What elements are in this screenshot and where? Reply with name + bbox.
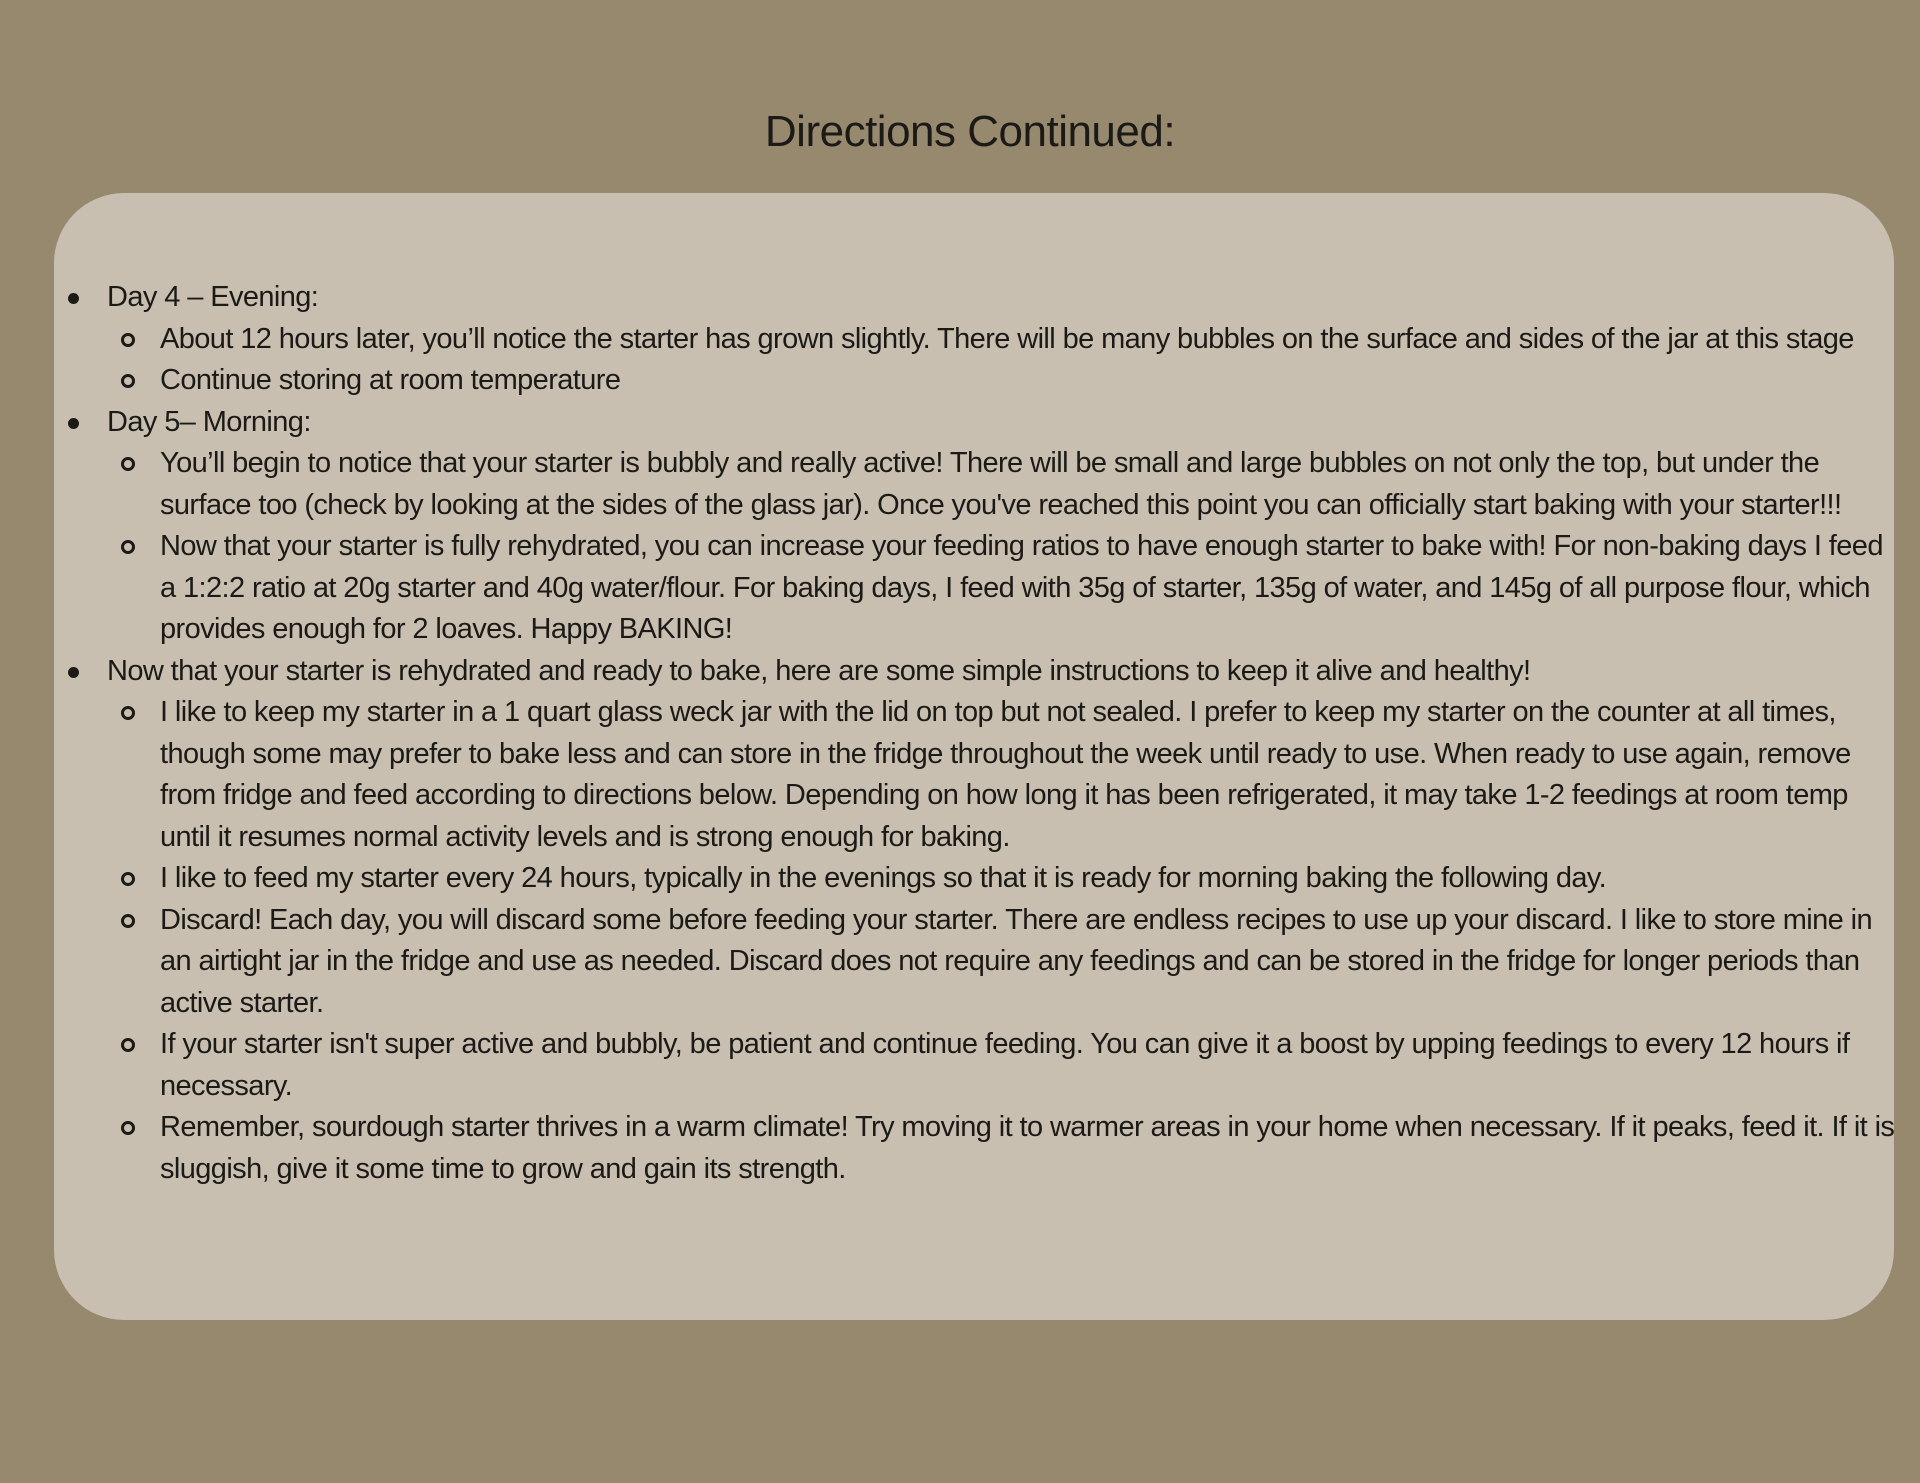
circle-bullet-icon [121,1121,135,1135]
circle-bullet-icon [121,706,135,720]
list-item: Discard! Each day, you will discard some before feeding your starter. There are endless recipes to use up your discard. I like to store mine in an airtight jar in the fridge and use as needed. Discard does not require any feedings and can be stored in the fridge for longer periods than active starter. [0,900,1900,1025]
step-day4-evening [0,277,1900,402]
step-label: Now that your starter is rehydrated and ready to bake, here are some simple instructions to keep it alive and healthy! [107,654,1531,687]
circle-bullet-icon [121,540,135,554]
list-item: Now that your starter is fully rehydrated, you can increase your feeding ratios to have enough starter to bake with! For non-baking days I feed a 1:2:2 ratio at 20g starter and 40g water/flour. For baking days, I feed with 35g of starter, 135g of water, and 145g of all purpose flour, which provides enough for 2 loaves. Happy BAKING! [0,526,1900,651]
step-label: Day 4 – Evening: [107,281,319,313]
list-item: Continue storing at room temperature [0,360,1900,402]
step-label: Day 5– Morning: [107,405,311,438]
bullet-icon [68,667,79,678]
step-maintenance [0,651,1900,1191]
substep-list [0,443,1900,651]
list-item: You’ll begin to notice that your starter is bubbly and really active! There will be small and large bubbles on not only the top, but under the surface too (check by looking at the sides of the glass jar). Once you've reached this point you can officially start baking with your starter!!! [0,443,1900,526]
circle-bullet-icon [121,374,135,388]
page-title: Directions Continued: [764,107,1176,156]
list-item: Remember, sourdough starter thrives in a warm climate! Try moving it to warmer areas in your home when necessary. If it peaks, feed it. If it is sluggish, give it some time to grow and gain its strength. [0,1107,1900,1190]
list-item: I like to feed my starter every 24 hours, typically in the evenings so that it is ready for morning baking the following day. [0,858,1900,900]
substep-list [0,319,1900,402]
list-item: About 12 hours later, you’ll notice the starter has grown slightly. There will be many bubbles on the surface and sides of the jar at this stage [0,319,1900,361]
list-item: If your starter isn't super active and bubbly, be patient and continue feeding. You can give it a boost by upping feedings to every 12 hours if necessary. [0,1024,1900,1107]
circle-bullet-icon [121,914,135,928]
circle-bullet-icon [121,1038,135,1052]
step-day5-morning [0,402,1900,651]
bullet-icon [68,418,79,429]
circle-bullet-icon [121,872,135,886]
circle-bullet-icon [121,333,135,347]
bullet-icon [68,293,79,304]
directions-list [0,277,1900,1190]
circle-bullet-icon [121,457,135,471]
substep-list [0,692,1900,1190]
list-item: I like to keep my starter in a 1 quart glass weck jar with the lid on top but not sealed. I prefer to keep my starter on the counter at all times, though some may prefer to bake less and can store in the fridge throughout the week until ready to use. When ready to use again, remove from fridge and feed according to directions below. Depending on how long it has been refrigerated, it may take 1-2 feedings at room temp until it resumes normal activity levels and is strong enough for baking. [0,692,1900,858]
